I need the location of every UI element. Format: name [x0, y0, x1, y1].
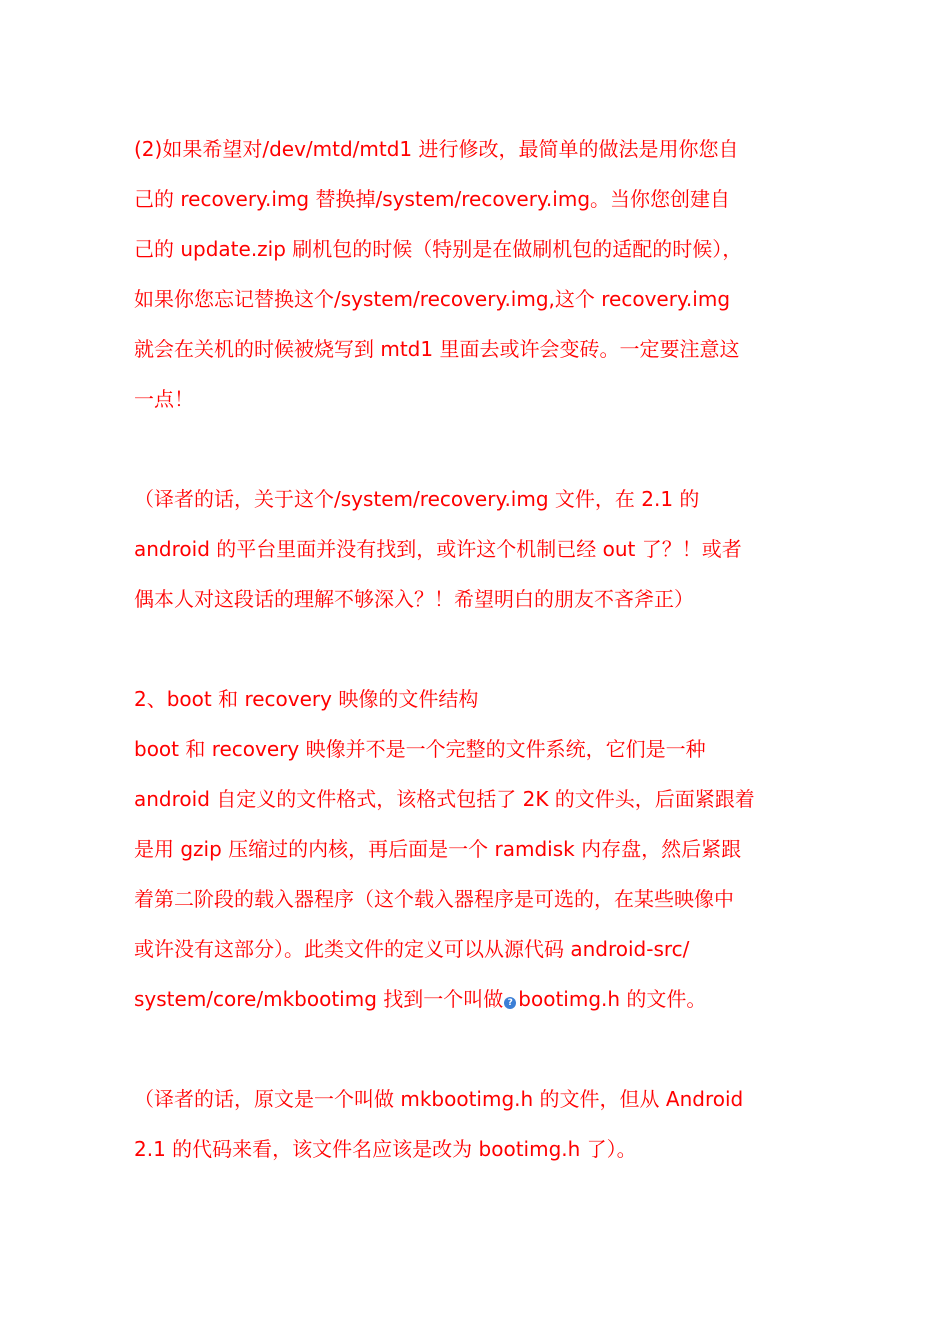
- text-line: 己的 recovery.img 替换掉/system/recovery.img。当你您创建自: [134, 187, 731, 211]
- paragraph-translator-note-2: [134, 1074, 806, 1174]
- text-line: 着第二阶段的载入器程序（这个载入器程序是可选的，在某些映像中: [134, 887, 734, 911]
- text-line: 就会在关机的时候被烧写到 mtd1 里面去或许会变砖。一定要注意这: [134, 337, 740, 361]
- section-heading: 2、boot 和 recovery 映像的文件结构: [134, 687, 479, 711]
- text-line: boot 和 recovery 映像并不是一个完整的文件系统，它们是一种: [134, 737, 706, 761]
- text-line: （译者的话，关于这个/system/recovery.img 文件，在 2.1 的: [134, 487, 700, 511]
- text-line: 己的 update.zip 刷机包的时候（特别是在做刷机包的适配的时候），: [134, 237, 743, 261]
- text-line: 或许没有这部分）。此类文件的定义可以从源代码 android-src/: [134, 937, 690, 961]
- text-line-with-icon: [134, 974, 806, 1024]
- text-segment: system/core/mkbootimg 找到一个叫做: [134, 987, 504, 1011]
- text-line: android 自定义的文件格式，该格式包括了 2K 的文件头，后面紧跟着: [134, 787, 755, 811]
- text-segment: bootimg.h 的文件。: [518, 987, 707, 1011]
- text-line: android 的平台里面并没有找到，或许这个机制已经 out 了？！或者: [134, 537, 742, 561]
- text-line: 偶本人对这段话的理解不够深入？！希望明白的朋友不吝斧正）: [134, 587, 694, 611]
- paragraph-spacer: [134, 424, 806, 474]
- text-line: 是用 gzip 压缩过的内核，再后面是一个 ramdisk 内存盘，然后紧跟: [134, 837, 742, 861]
- text-line: 如果你您忘记替换这个/system/recovery.img,这个 recovery.img: [134, 287, 731, 311]
- paragraph-spacer: [134, 624, 806, 674]
- text-line: 2.1 的代码来看，该文件名应该是改为 bootimg.h 了）。: [134, 1137, 637, 1161]
- paragraph-mtd1-modification: [134, 124, 806, 424]
- text-line: （译者的话，原文是一个叫做 mkbootimg.h 的文件，但从 Android: [134, 1087, 744, 1111]
- paragraph-image-structure: [134, 674, 806, 1024]
- document-page: [134, 124, 806, 1174]
- paragraph-spacer: [134, 1024, 806, 1074]
- paragraph-translator-note-1: [134, 474, 806, 624]
- text-line: 一点！: [134, 387, 194, 411]
- text-line: (2)如果希望对/dev/mtd/mtd1 进行修改，最简单的做法是用你您自: [134, 137, 739, 161]
- help-icon[interactable]: ?: [504, 997, 516, 1009]
